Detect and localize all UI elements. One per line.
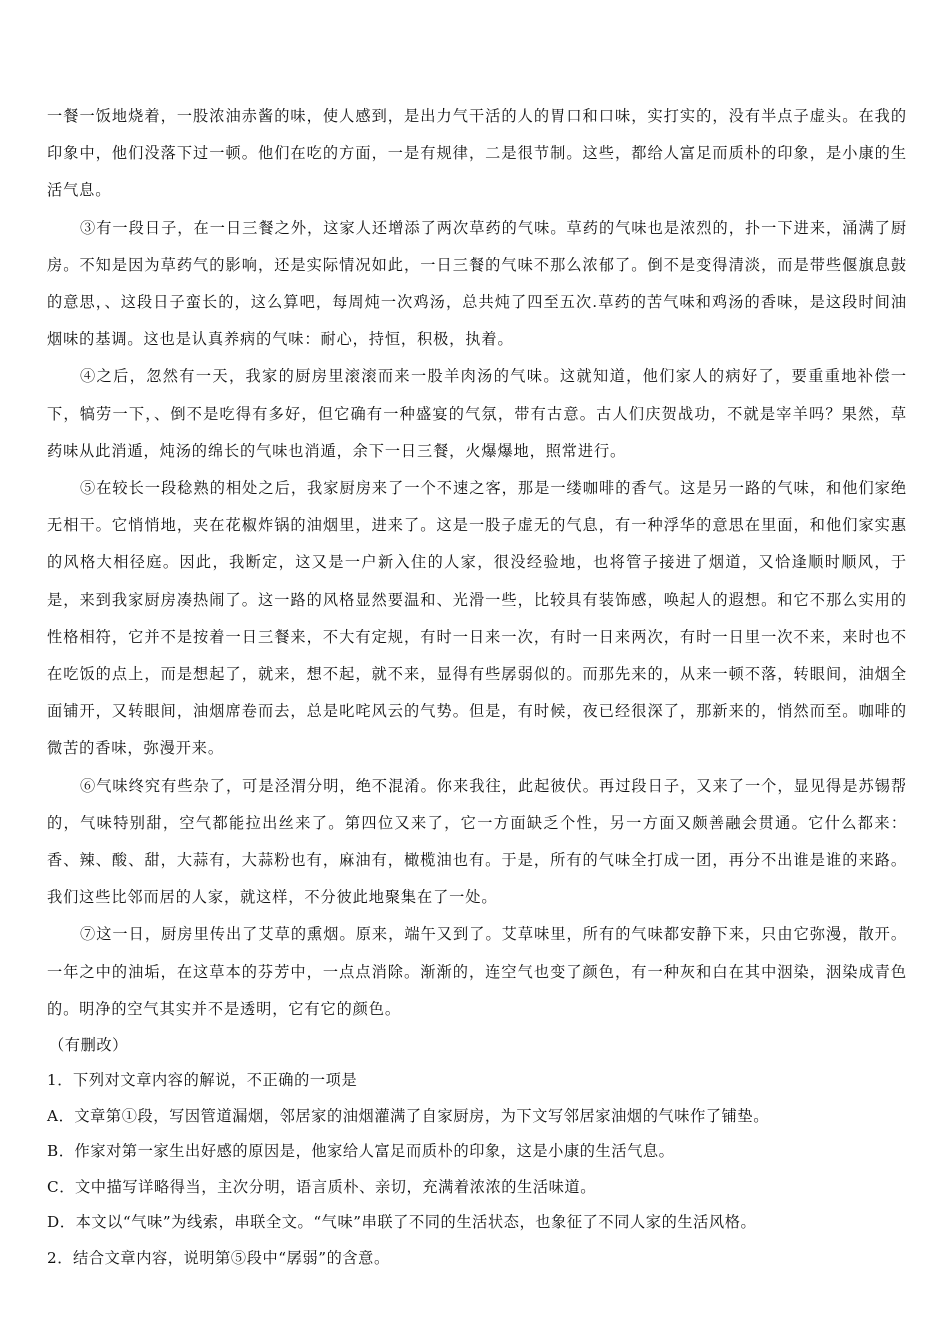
article-paragraph-5: ⑤在较长一段稔熟的相处之后，我家厨房来了一个不速之客，那是一缕咖啡的香气。这是另一路的气味，和他们家绝无相干。它悄悄地，夹在花椒炸锅的油烟里，进来了。这是一股子虚无的气息，有一种浮华的意思在里面，和他们家实惠的风格大相径庭。因此，我断定，这又是一户新入住的人家，很没经验地，也将管子接进了烟道，又恰逢顺时顺风，于是，来到我家厨房凑热闹了。这一路的风格显然要温和、光滑一些，比较具有装饰感，唤起人的遐想。和它不那么实用的性格相符，它并不是按着一日三餐来，不大有定规，有时一日来一次，有时一日来两次，有时一日里一次不来，来时也不在吃饭的点上，而是想起了，就来，想不起，就不来，显得有些孱弱似的。而那先来的，从来一顿不落，转眼间，油烟全面铺开，又转眼间，油烟席卷而去，总是叱咤风云的气势。但是，有时候，夜已经很深了，那新来的，悄然而至。咖啡的微苦的香味，弥漫开来。: [47, 479, 907, 758]
question-1-option-a: A．文章第①段，写因管道漏烟，邻居家的油烟灌满了自家厨房，为下文写邻居家油烟的气味作了铺垫。: [47, 1106, 770, 1125]
edit-note: （有删改）: [49, 1036, 128, 1055]
question-1-option-d: D．本文以“气味”为线索，串联全文。“气味”串联了不同的生活状态，也象征了不同人家的生活风格。: [47, 1213, 757, 1232]
question-1-option-b: B．作家对第一家生出好感的原因是，他家给人富足而质朴的印象，这是小康的生活气息。: [47, 1142, 675, 1161]
article-paragraph-4: ④之后，忽然有一天，我家的厨房里滚滚而来一股羊肉汤的气味。这就知道，他们家人的病好了，要重重地补偿一下，犒劳一下，、倒不是吃得有多好，但它确有一种盛宴的气氛，带有古意。古人们庆贺战功，不就是宰羊吗？果然，草药味从此消遁，炖汤的绵长的气味也消遁，余下一日三餐，火爆爆地，照常进行。: [47, 367, 907, 460]
question-1-stem: 1．下列对文章内容的解说，不正确的一项是: [47, 1071, 358, 1090]
question-1-option-c: C．文中描写详略得当，主次分明，语言质朴、亲切，充满着浓浓的生活味道。: [47, 1177, 596, 1196]
question-2-stem: 2．结合文章内容，说明第⑤段中“孱弱”的含意。: [47, 1248, 390, 1267]
document-page: [47, 98, 907, 1276]
article-paragraph-6: ⑥气味终究有些杂了，可是泾渭分明，绝不混淆。你来我往，此起彼伏。再过段日子，又来了一个，显见得是苏锡帮的，气味特别甜，空气都能拉出丝来了。第四位又来了，它一方面缺乏个性，另一方面又颇善融会贯通。它什么都来：香、辣、酸、甜，大蒜有，大蒜粉也有，麻油有，橄榄油也有。于是，所有的气味全打成一团，再分不出谁是谁的来路。我们这些比邻而居的人家，就这样，不分彼此地聚集在了一处。: [47, 776, 907, 907]
article-paragraph-2-continued: 一餐一饭地烧着，一股浓油赤酱的味，使人感到，是出力气干活的人的胃口和口味，实打实的，没有半点子虚头。在我的印象中，他们没落下过一顿。他们在吃的方面，一是有规律，二是很节制。这些，都给人富足而质朴的印象，是小康的生活气息。: [47, 107, 907, 200]
article-paragraph-3: ③有一段日子，在一日三餐之外，这家人还增添了两次草药的气味。草药的气味也是浓烈的，扑一下进来，涌满了厨房。不知是因为草药气的影响，还是实际情况如此，一日三餐的气味不那么浓郁了。倒不是变得清淡，而是带些偃旗息鼓的意思，、这段日子蛮长的，这么算吧，每周炖一次鸡汤，总共炖了四至五次.草药的苦气味和鸡汤的香味，是这段时间油烟味的基调。这也是认真养病的气味：耐心，持恒，积极，执着。: [47, 218, 907, 349]
article-paragraph-7: ⑦这一日，厨房里传出了艾草的熏烟。原来，端午又到了。艾草味里，所有的气味都安静下来，只由它弥漫，散开。一年之中的油垢，在这草本的芬芳中，一点点消除。渐渐的，连空气也变了颜色，有一种灰和白在其中洇染，洇染成青色的。明净的空气其实并不是透明，它有它的颜色。: [47, 925, 907, 1018]
